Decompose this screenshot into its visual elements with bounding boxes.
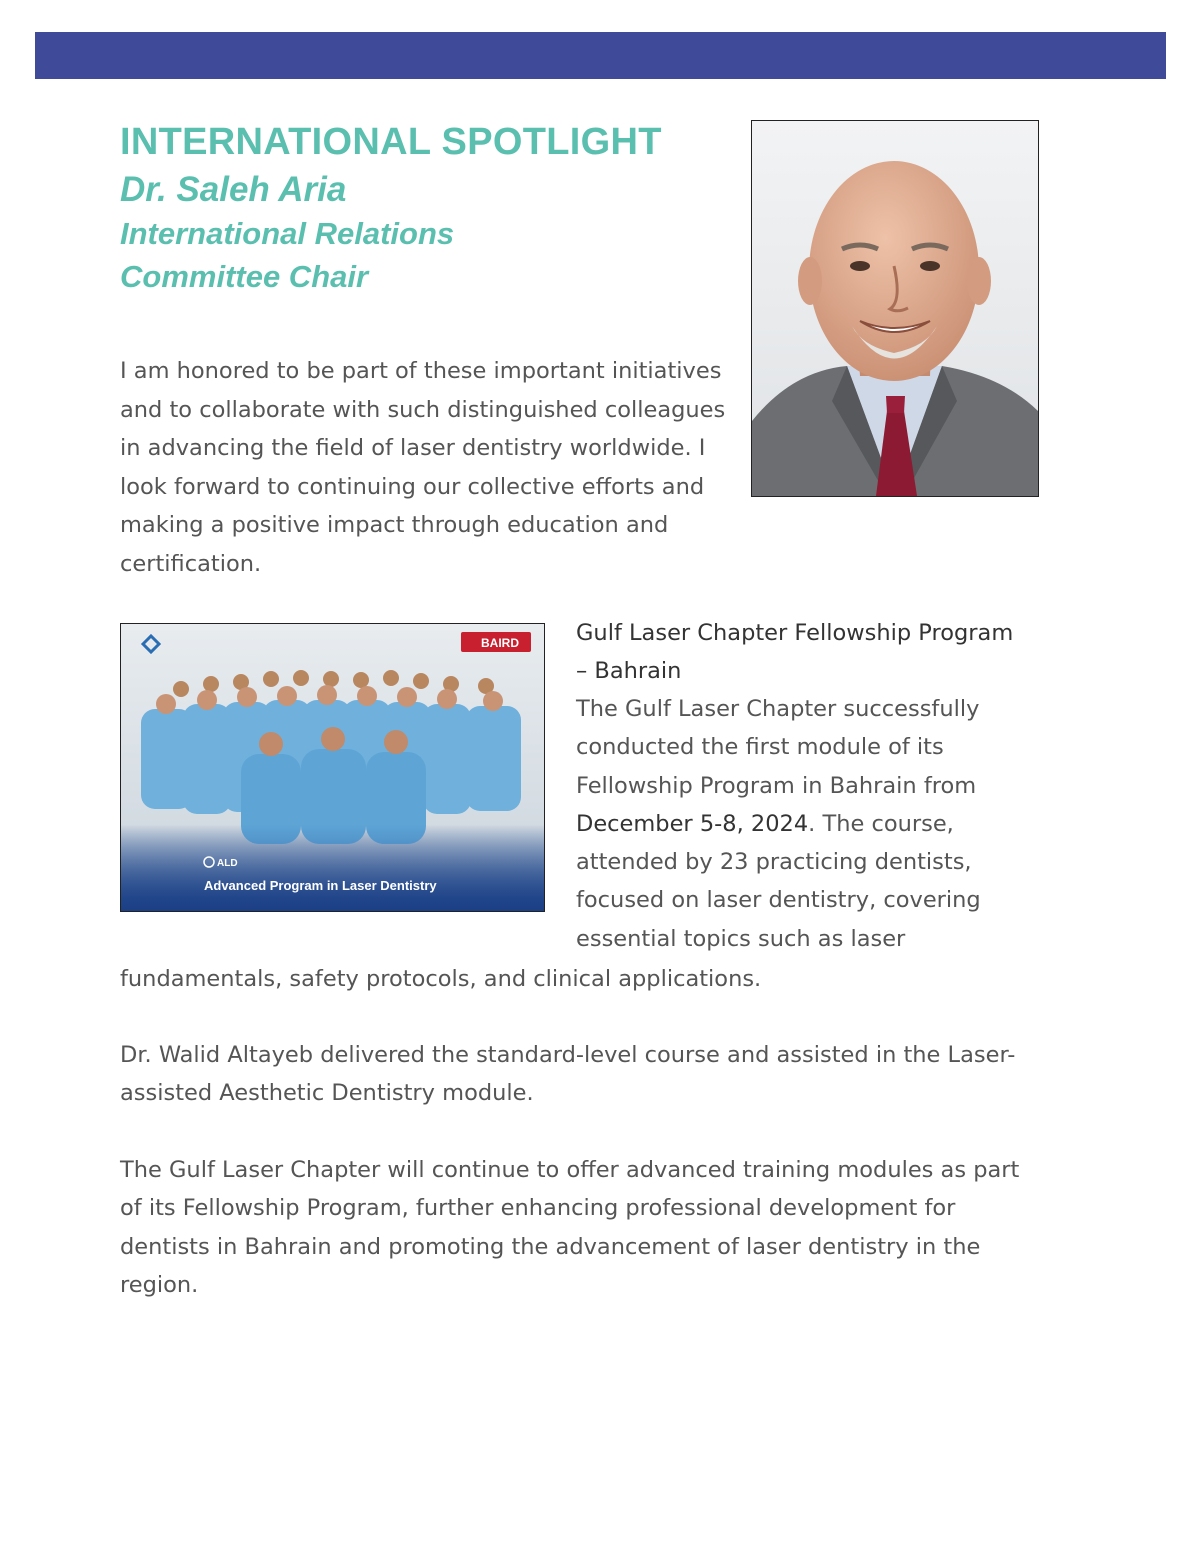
portrait-illustration xyxy=(752,121,1038,496)
portrait-photo xyxy=(751,120,1039,497)
group-photo xyxy=(120,623,545,912)
header-block xyxy=(120,118,740,298)
section-title: INTERNATIONAL SPOTLIGHT xyxy=(120,121,662,163)
article-body-continued: fundamentals, safety protocols, and clinical applications. xyxy=(120,966,762,992)
article-body-rest: . The course, attended by 23 practicing dentists, focused on laser dentistry, covering essential topics such as laser xyxy=(576,810,981,952)
person-name: Dr. Saleh Aria xyxy=(120,170,347,209)
group-photo-banner: Advanced Program in Laser Dentistry xyxy=(204,878,437,893)
article-date: December 5-8, 2024 xyxy=(576,810,809,837)
group-photo-illustration xyxy=(121,624,544,911)
quote-paragraph: I am honored to be part of these important initiatives and to collaborate with such distinguished colleagues in advancing the field of laser dentistry worldwide. I look forward to continuing our collective efforts and making a positive impact through education and certification. xyxy=(120,358,726,577)
paragraph-instructor: Dr. Walid Altayeb delivered the standard-level course and assisted in the Laser-assisted Aesthetic Dentistry module. xyxy=(120,1042,1016,1107)
article-body-intro: The Gulf Laser Chapter successfully conducted the first module of its Fellowship Program in Bahrain from xyxy=(576,696,980,799)
baird-logo xyxy=(461,632,531,652)
top-banner-bar xyxy=(35,32,1166,79)
baird-logo-text: BAIRD xyxy=(481,636,519,650)
person-role: International Relations Committee Chair xyxy=(120,216,455,294)
article-body xyxy=(576,690,1016,958)
ald-logo-text: ALD xyxy=(217,858,238,869)
paragraph-future: The Gulf Laser Chapter will continue to offer advanced training modules as part of its Fellowship Program, further enhancing professional development for dentists in Bahrain and promoting the advancement of laser dentistry in the region. xyxy=(120,1157,1020,1298)
article-title: Gulf Laser Chapter Fellowship Program – Bahrain xyxy=(576,620,1014,685)
